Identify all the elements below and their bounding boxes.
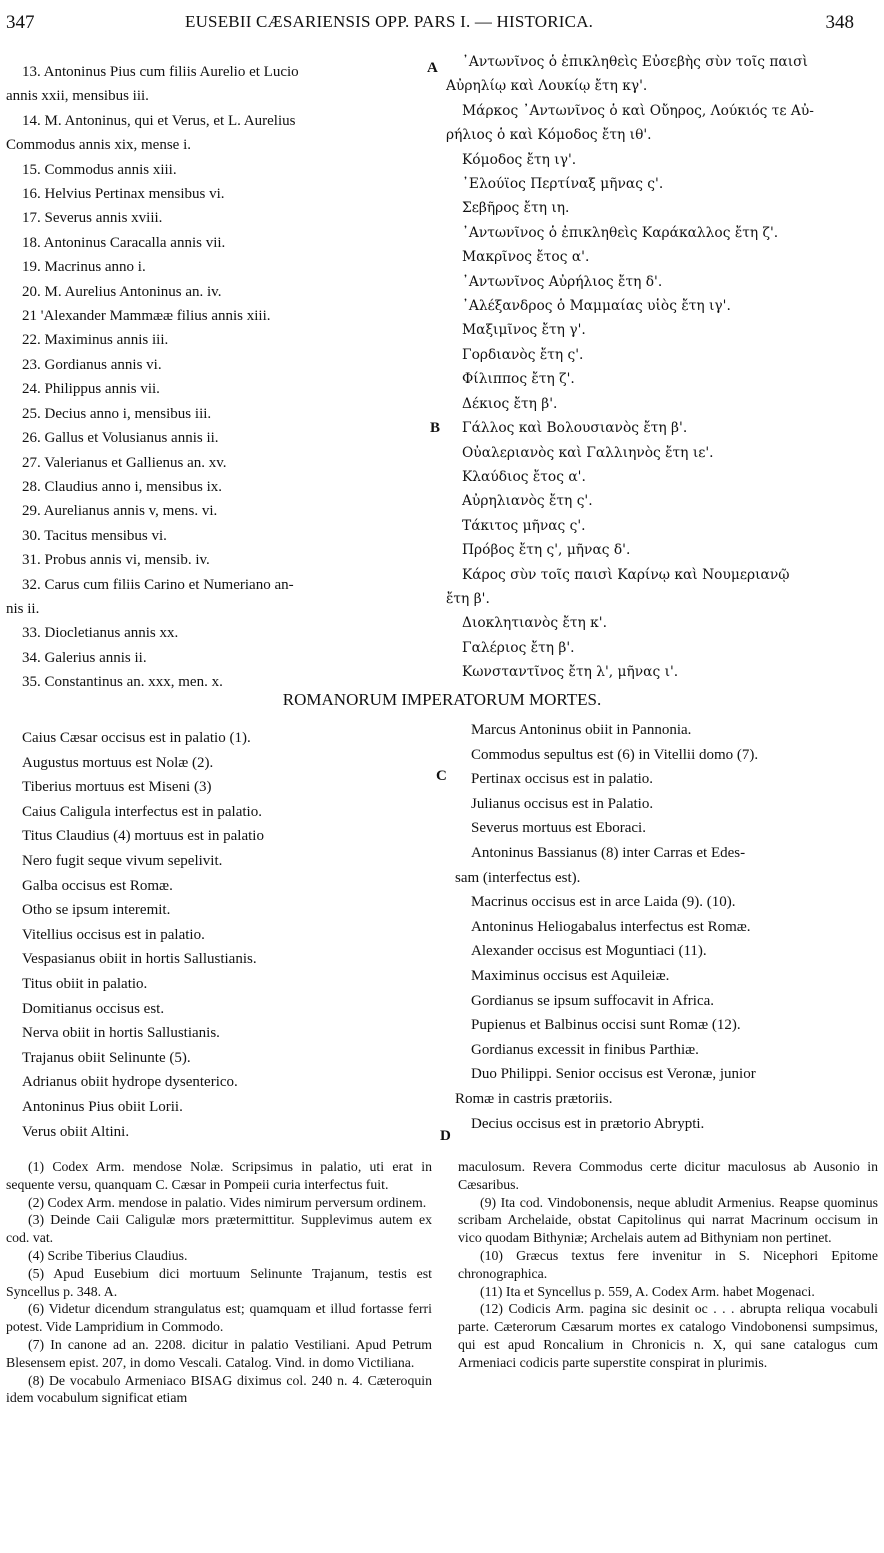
death-entry: Antoninus Bassianus (8) inter Carras et Edes- (471, 844, 746, 861)
footnote: (6) Videtur dicendum strangulatus est; quamquam et illud fortasse ferri potest. Vide Lampridium in Commodo. (6, 1301, 432, 1335)
greek-list-line: Φίλιππος ἔτη ζ'. (462, 371, 575, 388)
death-entry: Nero fugit seque vivum sepelivit. (22, 852, 223, 869)
latin-list-line: 28. Claudius anno i, mensibus ix. (22, 478, 222, 495)
latin-list-line: 29. Aurelianus annis v, mens. vi. (22, 503, 218, 520)
death-entry: Commodus sepultus est (6) in Vitellii domo (7). (471, 746, 759, 763)
footnote: (4) Scribe Tiberius Claudius. (28, 1247, 188, 1263)
death-entry: Caius Cæsar occisus est in palatio (1). (22, 730, 251, 746)
greek-list-line: Πρόβος ἔτη ς', μῆνας δ'. (462, 542, 631, 559)
greek-list-line: ρήλιος ὁ καὶ Κόμοδος ἔτη ιθ'. (446, 127, 652, 144)
margin-letter-c: C (436, 768, 447, 784)
latin-list-line: 26. Gallus et Volusianus annis ii. (22, 430, 219, 447)
latin-list-line: 16. Helvius Pertinax mensibus vi. (22, 186, 225, 203)
greek-list-line: Αὐρηλιανὸς ἔτη ς'. (462, 493, 593, 510)
latin-list-line: 19. Macrinus anno i. (22, 259, 146, 276)
death-entry: Severus mortuus est Eboraci. (471, 820, 646, 837)
death-entry: Vitellius occisus est in palatio. (22, 926, 205, 943)
greek-list-line: Τάκιτος μῆνας ς'. (462, 517, 586, 534)
greek-list-line: Μακρῖνος ἔτος α'. (462, 249, 590, 266)
latin-list-line: 31. Probus annis vi, mensib. iv. (22, 552, 210, 569)
death-entry: Tiberius mortuus est Miseni (3) (22, 779, 212, 796)
page-header (0, 8, 884, 42)
death-entry: Verus obiit Altini. (22, 1123, 130, 1140)
margin-letter-d: D (440, 1128, 451, 1144)
greek-list-line: Οὐαλεριανὸς καὶ Γαλλιηνὸς ἔτη ιε'. (462, 444, 714, 461)
greek-list-line: Γορδιανὸς ἔτη ς'. (462, 346, 584, 363)
death-entry: Maximinus occisus est Aquileiæ. (471, 967, 670, 984)
greek-list-line: Κάρος σὺν τοῖς παισὶ Καρίνῳ καὶ Νουμεριανῷ (462, 566, 790, 583)
death-entry: sam (interfectus est). (455, 869, 581, 886)
footnote: (5) Apud Eusebium dici mortuum Selinunte Trajanum, testis est Syncellus p. 348. A. (6, 1265, 432, 1299)
death-entry: Trajanus obiit Selinunte (5). (22, 1049, 191, 1066)
margin-letter-b: B (430, 420, 441, 436)
margin-letter-a: A (427, 60, 438, 76)
death-entry: Macrinus occisus est in arce Laida (9). (10). (471, 894, 736, 911)
death-entry: Antoninus Heliogabalus interfectus est Romæ. (471, 918, 751, 935)
latin-list-line: 32. Carus cum filiis Carino et Numeriano an- (22, 576, 294, 593)
latin-list-line: 18. Antoninus Caracalla annis vii. (22, 234, 226, 251)
greek-list-line: Διοκλητιανὸς ἔτη κ'. (462, 615, 607, 632)
death-entry: Marcus Antoninus obiit in Pannonia. (471, 722, 692, 738)
footnote: (11) Ita et Syncellus p. 559, A. Codex Arm. habet Mogenaci. (480, 1283, 815, 1299)
latin-list-line: 17. Severus annis xviii. (22, 210, 163, 227)
latin-reign-list (6, 60, 430, 695)
latin-list-line: 30. Tacitus mensibus vi. (22, 527, 167, 544)
page-number-left: 347 (6, 12, 35, 33)
greek-reign-list (446, 50, 878, 685)
latin-list-line: 15. Commodus annis xiii. (22, 161, 177, 178)
greek-list-line: ᾽Ελούϊος Περτίναξ μῆνας ς'. (462, 176, 664, 193)
death-entry: Vespasianus obiit in hortis Sallustianis. (22, 951, 257, 968)
death-entry: Galba occisus est Romæ. (22, 877, 173, 894)
greek-list-line: Κόμοδος ἔτη ιγ'. (462, 151, 577, 168)
latin-list-line: 23. Gordianus annis vi. (22, 356, 162, 373)
death-entry: Julianus occisus est in Palatio. (471, 795, 654, 812)
greek-list-line: Μαξιμῖνος ἔτη γ'. (462, 322, 586, 339)
greek-list-line: Αὐρηλίῳ καὶ Λουκίῳ ἔτη κγ'. (446, 78, 648, 95)
death-entry: Domitianus occisus est. (22, 1000, 165, 1017)
greek-list-line: Γαλέριος ἔτη β'. (462, 639, 575, 656)
death-entry: Alexander occisus est Moguntiaci (11). (471, 943, 707, 960)
greek-list-line: ᾽Αντωνῖνος Αὐρήλιος ἔτη δ'. (462, 273, 663, 290)
footnote: maculosum. Revera Commodus certe dicitur maculosus ab Ausonio in Cæsaribus. (458, 1159, 878, 1192)
greek-list-line: ᾽Αντωνῖνος ὁ ἐπικληθεὶς Καράκαλλος ἔτη ζ'. (462, 224, 779, 241)
footnote: (12) Codicis Arm. pagina sic desinit oc . . . abrupta reliqua vocabuli parte. Cæterorum Cæsarum mortes ex catalogo Vindobonensi sumpsimus, qui est apud Roncalium in Chronicis n. X, qui sane catalogus cum Armeniaci codicis parte superstite conspirat in plurimis. (458, 1301, 878, 1370)
page-number-right: 348 (825, 12, 854, 33)
greek-list-line: ᾽Αντωνῖνος ὁ ἐπικληθεὶς Εὐσεβὴς σὺν τοῖς παισὶ (462, 54, 808, 70)
footnote: (2) Codex Arm. mendose in palatio. Vides nimirum perversum ordinem. (28, 1194, 427, 1210)
death-entry: Pupienus et Balbinus occisi sunt Romæ (12). (471, 1017, 741, 1034)
latin-list-line: 24. Philippus annis vii. (22, 381, 160, 398)
mortes-left-column (22, 726, 432, 1144)
latin-list-line: 22. Maximinus annis iii. (22, 332, 169, 349)
latin-list-line: annis xxii, mensibus iii. (6, 88, 149, 105)
footnote: (9) Ita cod. Vindobonensis, neque abludit Armenius. Reapse quominus scribam Archelaide, obstat Capitolinus qui narrat Macrinum occisum in vico quodam Bithyniæ; Archelais autem ad Bithyniam non pertinet. (458, 1194, 878, 1246)
death-entry: Antoninus Pius obiit Lorii. (22, 1098, 183, 1115)
greek-list-line: Σεβῆρος ἔτη ιη. (462, 200, 570, 217)
footnotes-right (458, 1158, 878, 1372)
death-entry: Augustus mortuus est Nolæ (2). (22, 754, 214, 771)
death-entry: Decius occisus est in prætorio Abrypti. (471, 1115, 705, 1132)
greek-list-line: Κωνσταντῖνος ἔτη λ', μῆνας ι'. (462, 664, 679, 681)
section-title: ROMANORUM IMPERATORUM MORTES. (282, 690, 602, 709)
latin-list-line: 35. Constantinus an. xxx, men. x. (22, 674, 223, 691)
footnote: (3) Deinde Caii Caligulæ mors prætermittitur. Supplevimus autem ex cod. vat. (6, 1212, 432, 1246)
death-entry: Nerva obiit in hortis Sallustianis. (22, 1025, 220, 1042)
latin-list-line: 13. Antoninus Pius cum filiis Aurelio et Lucio (22, 64, 299, 80)
running-title: EUSEBII CÆSARIENSIS OPP. PARS I. — HISTORICA. (185, 12, 594, 31)
footnote: (10) Græcus textus fere invenitur in S. Nicephori Epitome chronographica. (458, 1247, 878, 1281)
mortes-right-column (455, 718, 873, 1136)
latin-list-line: 20. M. Aurelius Antoninus an. iv. (22, 283, 222, 300)
footnote: (8) De vocabulo Armeniaco BISAG diximus col. 240 n. 4. Cæteroquin idem vocabulum significat etiam (6, 1372, 432, 1406)
footnotes-left (6, 1158, 432, 1407)
death-entry: Titus Claudius (4) mortuus est in palatio (22, 828, 264, 845)
greek-list-line: Κλαύδιος ἔτος α'. (462, 468, 586, 485)
latin-list-line: 33. Diocletianus annis xx. (22, 625, 179, 642)
death-entry: Othо se ipsum interemit. (22, 902, 171, 919)
death-entry: Duo Philippi. Senior occisus est Veronæ, junior (471, 1066, 756, 1083)
death-entry: Adrianus obiit hydrope dysenterico. (22, 1074, 238, 1091)
latin-list-line: 21 'Alexander Mammææ filius annis xiii. (22, 308, 271, 325)
latin-list-line: 27. Valerianus et Gallienus an. xv. (22, 454, 227, 471)
death-entry: Caius Caligula interfectus est in palatio. (22, 803, 262, 820)
latin-list-line: 25. Decius anno i, mensibus iii. (22, 405, 212, 422)
death-entry: Gordianus se ipsum suffocavit in Africa. (471, 992, 715, 1009)
death-entry: Gordianus excessit in finibus Parthiæ. (471, 1041, 699, 1058)
greek-list-line: Γάλλος καὶ Βολουσιανὸς ἔτη β'. (462, 420, 688, 437)
latin-list-line: 34. Galerius annis ii. (22, 649, 147, 666)
death-entry: Romæ in castris prætoriis. (455, 1090, 613, 1107)
death-entry: Pertinax occisus est in palatio. (471, 771, 654, 788)
greek-list-line: Μάρκος ᾽Αντωνῖνος ὁ καὶ Οὔηρος, Λούκιός τε Αὐ- (462, 102, 814, 119)
footnote: (1) Codex Arm. mendose Nolæ. Scripsimus in palatio, uti erat in sequente versu, quanquam C. Cæsar in Pompeii curia interfectus fuit. (6, 1159, 432, 1192)
latin-list-line: Commodus annis xix, mense i. (6, 137, 191, 154)
greek-list-line: Δέκιος ἔτη β'. (462, 395, 558, 412)
greek-list-line: ἔτη β'. (446, 590, 490, 607)
latin-list-line: nis ii. (6, 600, 40, 617)
greek-list-line: ᾽Αλέξανδρος ὁ Μαμμαίας υἱὸς ἔτη ιγ'. (462, 298, 731, 315)
latin-list-line: 14. M. Antoninus, qui et Verus, et L. Aurelius (22, 112, 296, 129)
death-entry: Titus obiit in palatio. (22, 975, 148, 992)
footnote: (7) In canone ad an. 2208. dicitur in palatio Vestiliani. Apud Petrum Blesensem epist. 207, in domo Vescali. Catalog. Vind. in domo Victiliana. (6, 1336, 432, 1370)
